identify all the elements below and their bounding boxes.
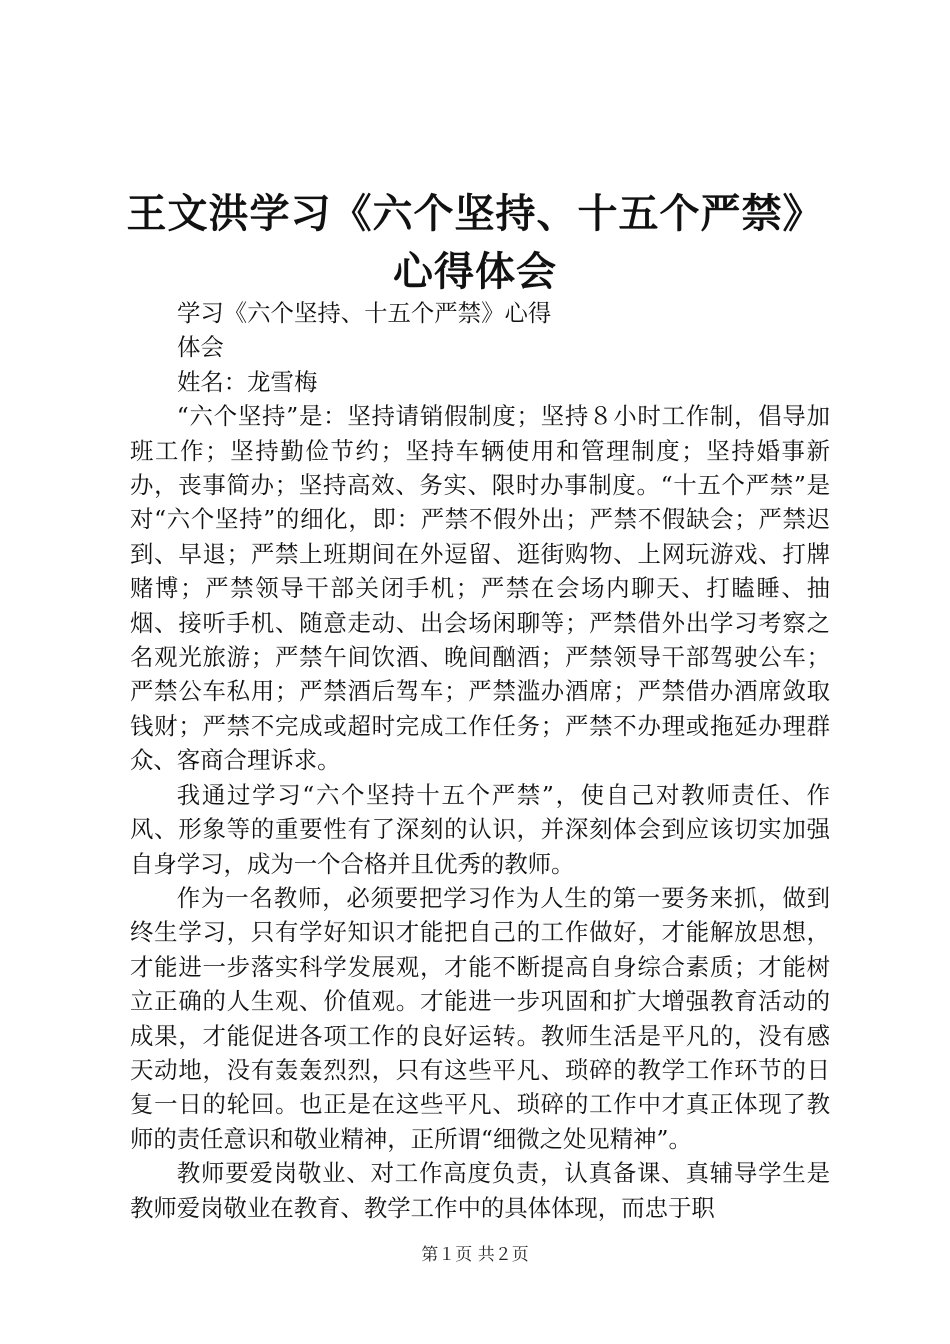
document-body	[130, 296, 830, 1225]
subtitle-line-2: 体会	[177, 333, 224, 362]
paragraph-2: 我通过学习“六个坚持十五个严禁”，使自己对教师责任、作风、形象等的重要性有了深刻的认识，并深刻体会到应该切实加强自身学习，成为一个合格并且优秀的教师。	[130, 780, 830, 878]
paragraph-4: 教师要爱岗敬业、对工作高度负责，认真备课、真辅导学生是教师爱岗敬业在教育、教学工作中的具体体现，而忠于职	[130, 1159, 830, 1222]
subtitle-line-1: 学习《六个坚持、十五个严禁》心得	[177, 299, 552, 327]
page-footer: 第１页 共２页	[421, 1245, 529, 1265]
paragraph-3: 作为一名教师，必须要把学习作为人生的第一要务来抓，做到终生学习，只有学好知识才能把自己的工作做好，才能解放思想，才能进一步落实科学发展观，才能不断提高自身综合素质；才能树立正确的人生观、价值观。才能进一步巩固和扩大增强教育活动的成果，才能促进各项工作的良好运转。教师生活是平凡的，没有感天动地，没有轰轰烈烈，只有这些平凡、琐碎的教学工作环节的日复一日的轮回。也正是在这些平凡、琐碎的工作中才真正体现了教师的责任意识和敬业精神，正所谓“细微之处见精神”。	[130, 883, 830, 1153]
document-title: 王文洪学习《六个坚持、十五个严禁》心得体会	[126, 190, 824, 295]
paragraph-1: “六个坚持”是：坚持请销假制度；坚持８小时工作制，倡导加班工作；坚持勤俭节约；坚持车辆使用和管理制度；坚持婚事新办，丧事简办；坚持高效、务实、限时办事制度。“十五个严禁”是对“六个坚持”的细化，即：严禁不假外出；严禁不假缺会；严禁迟到、早退；严禁上班期间在外逗留、逛街购物、上网玩游戏、打牌赌博；严禁领导干部关闭手机；严禁在会场内聊天、打瞌睡、抽烟、接听手机、随意走动、出会场闲聊等；严禁借外出学习考察之名观光旅游；严禁午间饮酒、晚间酗酒；严禁领导干部驾驶公车；严禁公车私用；严禁酒后驾车；严禁滥办酒席；严禁借办酒席敛取钱财；严禁不完成或超时完成工作任务；严禁不办理或拖延办理群众、客商合理诉求。	[130, 402, 830, 775]
author-line: 姓名：龙雪梅	[177, 367, 318, 396]
